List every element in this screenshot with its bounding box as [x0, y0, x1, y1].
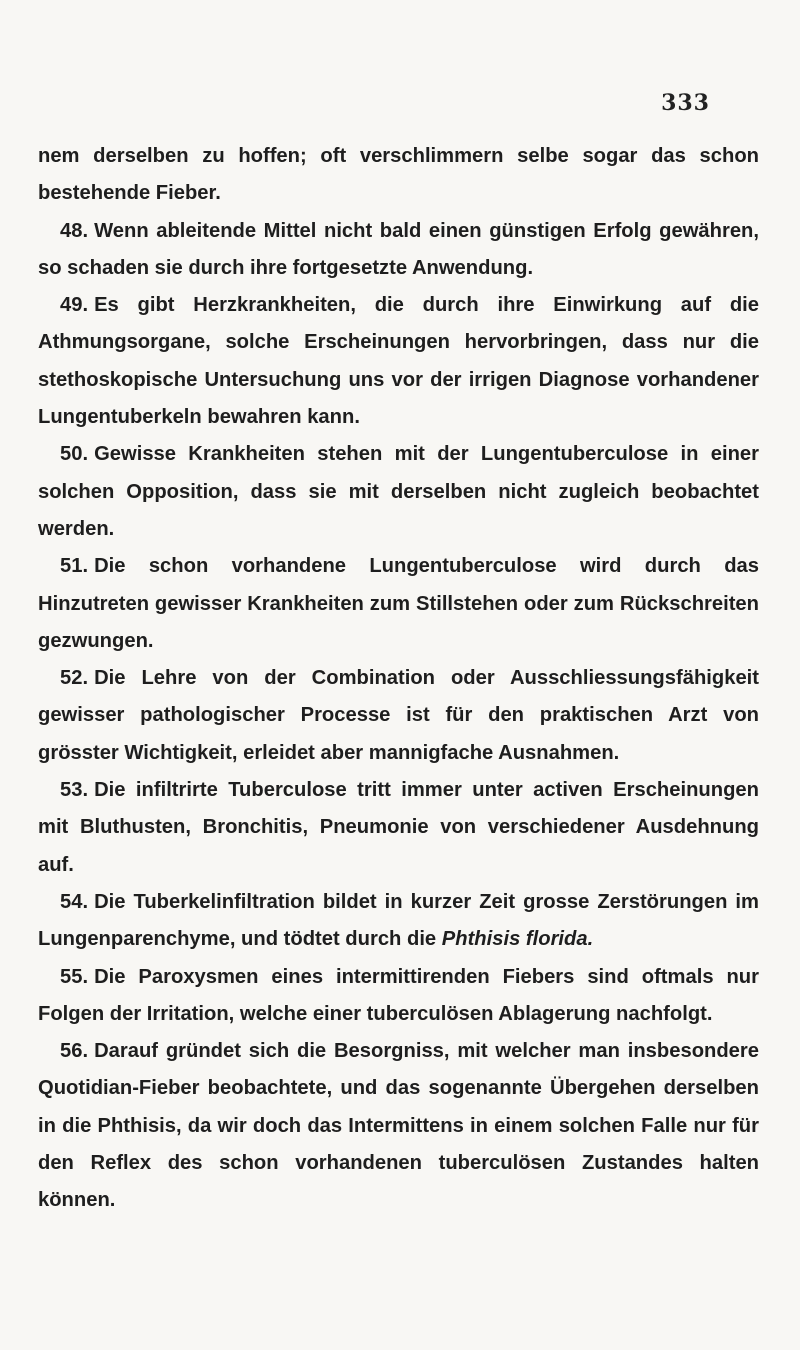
paragraph-text: Darauf gründet sich die Besorgniss, mit welcher man insbesondere Quotidian-Fieber beobachtete, und das sogenannte Übergehen derselben in die Phthisis, da wir doch das Intermittens in einem solchen Falle nur für den Reflex des schon vorhandenen tuberculösen Zustandes halten können. [38, 1040, 759, 1212]
paragraph-text: Die Tuberkelinfiltration bildet in kurzer Zeit grosse Zerstörungen im Lungenparenchyme, und tödtet durch die [38, 890, 759, 951]
paragraph-48 [38, 213, 759, 288]
paragraph-text: nem derselben zu hoffen; oft verschlimmern selbe sogar das schon bestehende Fieber. [38, 145, 759, 205]
page-number: 333 [661, 90, 710, 116]
paragraph-number: 55. [60, 965, 89, 988]
paragraph-text: Gewisse Krankheiten stehen mit der Lungentuberculose in einer solchen Opposition, dass sie mit derselben nicht zugleich beobachtet werden. [38, 443, 759, 540]
paragraph-51 [38, 548, 759, 660]
paragraph-49 [38, 287, 759, 436]
paragraph-number: 49. [60, 294, 89, 317]
paragraph-continuation [38, 138, 759, 213]
body-text [38, 138, 759, 1220]
paragraph-text: Die infiltrirte Tuberculose tritt immer unter activen Erscheinungen mit Bluthusten, Bronchitis, Pneumonie von verschiedener Ausdehnung auf. [38, 779, 759, 876]
paragraph-55 [38, 959, 759, 1034]
paragraph-number: 51. [60, 555, 89, 578]
paragraph-number: 48. [60, 219, 89, 242]
paragraph-number: 52. [60, 667, 89, 690]
paragraph-number: 53. [60, 779, 89, 802]
paragraph-text: Die schon vorhandene Lungentuberculose wird durch das Hinzutreten gewisser Krankheiten zum Stillstehen oder zum Rückschreiten gezwungen. [38, 555, 759, 652]
paragraph-text: Die Paroxysmen eines intermittirenden Fiebers sind oftmals nur Folgen der Irritation, welche einer tuberculösen Ablagerung nachfolgt. [38, 965, 759, 1025]
paragraph-text: Es gibt Herzkrankheiten, die durch ihre Einwirkung auf die Athmungsorgane, solche Erscheinungen hervorbringen, dass nur die stethoskopische Untersuchung uns vor der irrigen Diagnose vorhandener Lungentuberkeln bewahren kann. [38, 294, 759, 429]
paragraph-54 [38, 884, 759, 959]
paragraph-50 [38, 436, 759, 548]
paragraph-53 [38, 772, 759, 884]
paragraph-52 [38, 660, 759, 772]
paragraph-text: Die Lehre von der Combination oder Ausschliessungsfähigkeit gewisser pathologischer Processe ist für den praktischen Arzt von grösster Wichtigkeit, erleidet aber mannigfache Ausnahmen. [38, 667, 759, 764]
paragraph-number: 54. [60, 890, 89, 913]
paragraph-56 [38, 1033, 759, 1219]
paragraph-number: 56. [60, 1040, 89, 1063]
italic-term: Phthisis florida. [441, 928, 594, 951]
paragraph-text: Wenn ableitende Mittel nicht bald einen günstigen Erfolg gewähren, so schaden sie durch ihre fortgesetzte Anwendung. [38, 219, 759, 279]
paragraph-number: 50. [60, 443, 89, 466]
